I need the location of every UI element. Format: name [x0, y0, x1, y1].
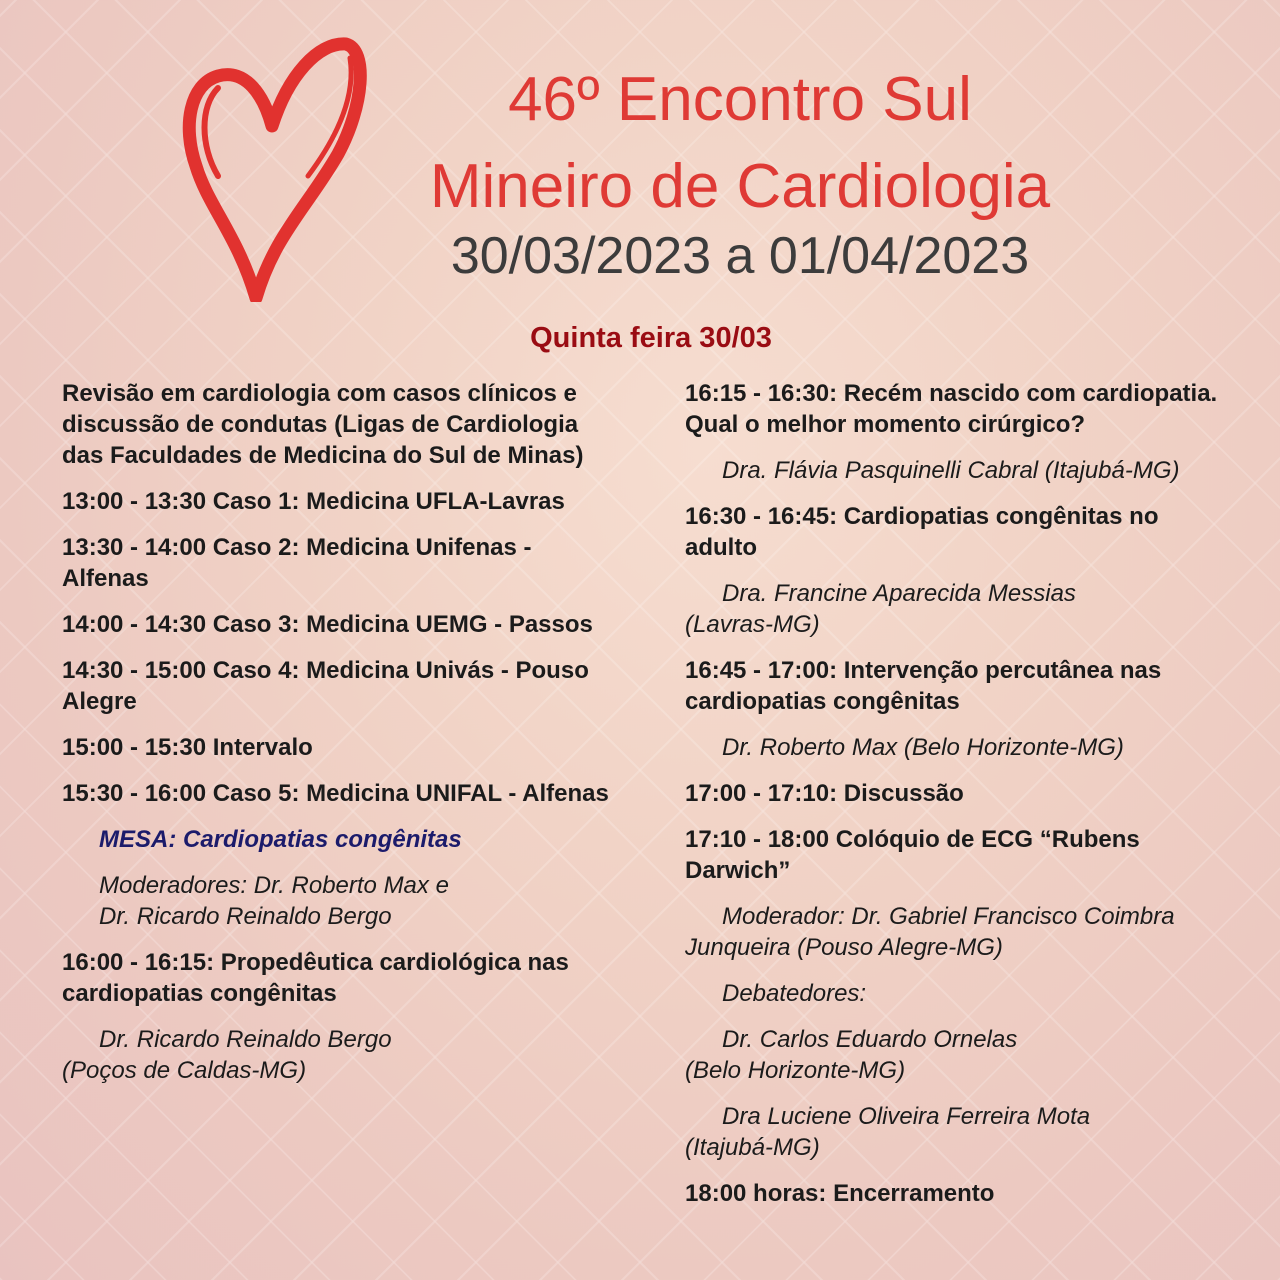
schedule-item: 13:30 - 14:00 Caso 2: Medicina Unifenas - Alfenas	[62, 534, 532, 592]
moderator: Moderador: Dr. Gabriel Francisco Coimbra Junqueira (Pouso Alegre-MG)	[685, 903, 1175, 961]
speaker	[685, 578, 1230, 640]
moderators-line1: Moderadores: Dr. Roberto Max e	[99, 872, 449, 899]
debaters-label: Debatedores:	[722, 980, 867, 1007]
schedule-item: 15:00 - 15:30 Intervalo	[62, 734, 313, 761]
speaker-name: Dr. Ricardo Reinaldo Bergo	[99, 1026, 392, 1053]
heart-logo-icon	[178, 36, 368, 302]
schedule-item: 15:30 - 16:00 Caso 5: Medicina UNIFAL - Alfenas	[62, 780, 609, 807]
schedule-left-column	[62, 378, 622, 1101]
intro-session: Revisão em cardiologia com casos clínicos e discussão de condutas (Ligas de Cardiologia das Faculdades de Medicina do Sul de Minas)	[62, 380, 584, 469]
debater	[685, 1024, 1230, 1086]
schedule-item: 16:30 - 16:45: Cardiopatias congênitas no adulto	[685, 503, 1159, 561]
schedule-item: 16:15 - 16:30: Recém nascido com cardiopatia. Qual o melhor momento cirúrgico?	[685, 380, 1218, 438]
speaker-location: (Poços de Caldas-MG)	[62, 1057, 307, 1084]
schedule-item: 18:00 horas: Encerramento	[685, 1180, 995, 1207]
event-dates: 30/03/2023 a 01/04/2023	[450, 227, 1030, 285]
speaker-name: Dra. Francine Aparecida Messias	[722, 580, 1076, 607]
debater-location: (Itajubá-MG)	[685, 1134, 820, 1161]
mesa-heading: MESA: Cardiopatias congênitas	[99, 826, 462, 853]
schedule-item: 16:00 - 16:15: Propedêutica cardiológica nas cardiopatias congênitas	[62, 949, 569, 1007]
moderators-line2: Dr. Ricardo Reinaldo Bergo	[99, 903, 392, 930]
schedule-item: 14:30 - 15:00 Caso 4: Medicina Univás - Pouso Alegre	[62, 657, 589, 715]
moderators	[62, 870, 622, 932]
event-title-line2: Mineiro de Cardiologia	[429, 152, 1051, 221]
debater-location: (Belo Horizonte-MG)	[685, 1057, 906, 1084]
schedule-item: 16:45 - 17:00: Intervenção percutânea nas cardiopatias congênitas	[685, 657, 1162, 715]
speaker-location: (Lavras-MG)	[685, 611, 820, 638]
schedule-item: 17:10 - 18:00 Colóquio de ECG “Rubens Darwich”	[685, 826, 1140, 884]
debater-name: Dra Luciene Oliveira Ferreira Mota	[722, 1103, 1091, 1130]
day-heading: Quinta feira 30/03	[530, 322, 772, 354]
speaker	[62, 1024, 622, 1086]
schedule-item: 14:00 - 14:30 Caso 3: Medicina UEMG - Passos	[62, 611, 593, 638]
debater	[685, 1101, 1230, 1163]
schedule-item: 17:00 - 17:10: Discussão	[685, 780, 964, 807]
speaker: Dra. Flávia Pasquinelli Cabral (Itajubá-MG)	[722, 457, 1180, 484]
event-title-line1: 46º Encontro Sul	[508, 65, 972, 134]
speaker: Dr. Roberto Max (Belo Horizonte-MG)	[722, 734, 1124, 761]
debater-name: Dr. Carlos Eduardo Ornelas	[722, 1026, 1018, 1053]
schedule-right-column	[685, 378, 1230, 1224]
schedule-item: 13:00 - 13:30 Caso 1: Medicina UFLA-Lavras	[62, 488, 565, 515]
